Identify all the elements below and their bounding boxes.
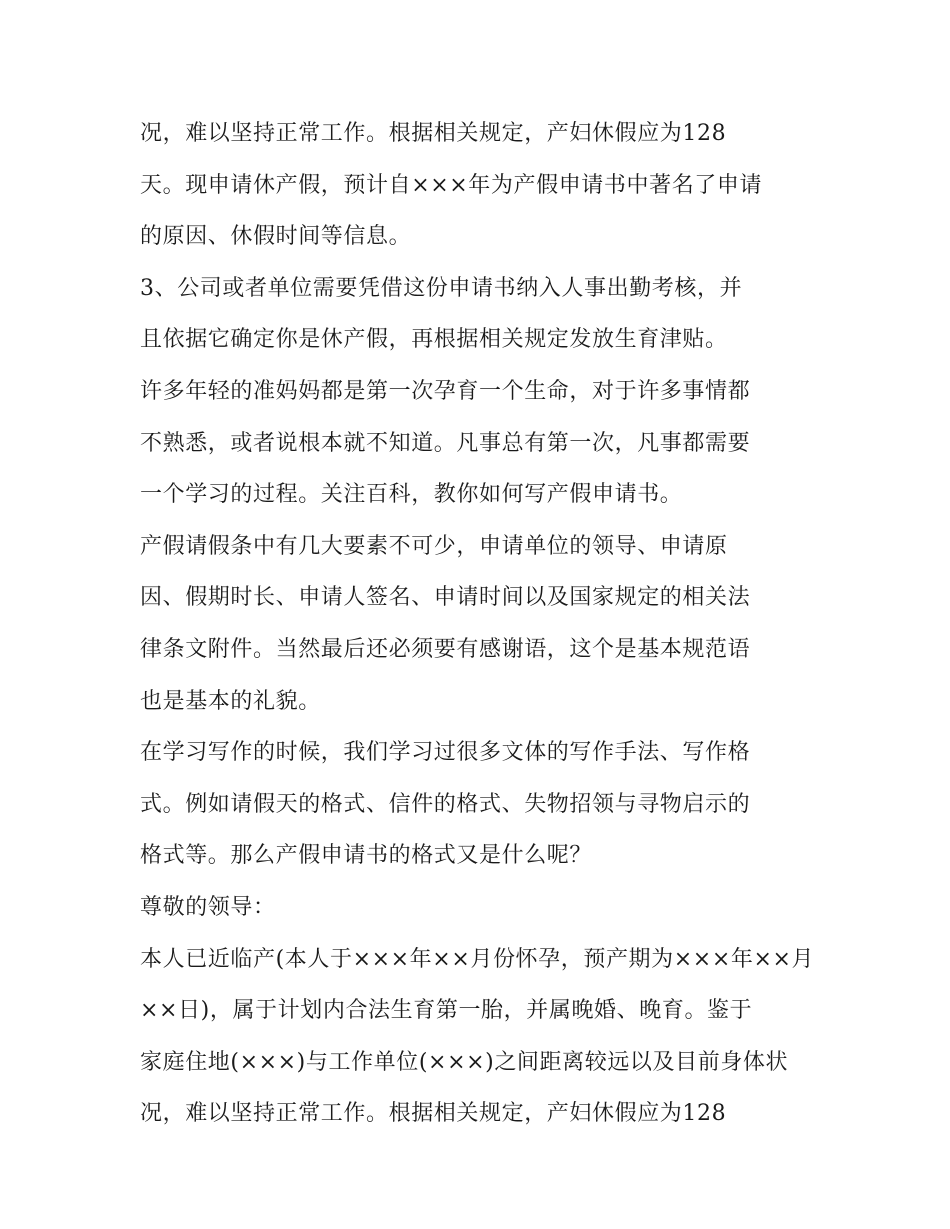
text-line: 况，难以坚持正常工作。根据相关规定，产妇休假应为128: [140, 1101, 727, 1127]
salutation: 尊敬的领导：: [140, 894, 276, 920]
text-line: 不熟悉，或者说根本就不知道。凡事总有第一次，凡事都需要: [140, 430, 751, 456]
text-line: 因、假期时长、申请人签名、申请时间以及国家规定的相关法: [140, 585, 751, 611]
text-line: 家庭住地(×××)与工作单位(×××)之间距离较远以及目前身体状: [140, 1049, 789, 1075]
text-line: 的原因、休假时间等信息。: [140, 224, 412, 250]
text-line: 在学习写作的时候，我们学习过很多文体的写作手法、写作格: [140, 740, 751, 766]
text-line: 况，难以坚持正常工作。根据相关规定，产妇休假应为128: [140, 121, 727, 146]
text-line: 许多年轻的准妈妈都是第一次孕育一个生命，对于许多事情都: [140, 378, 751, 404]
text-line: 本人已近临产(本人于×××年××月份怀孕，预产期为×××年××月: [140, 946, 815, 972]
text-line: ××日)，属于计划内合法生育第一胎，并属晚婚、晚育。鉴于: [140, 998, 753, 1024]
text-line: 且依据它确定你是休产假，再根据相关规定发放生育津贴。: [140, 327, 728, 353]
text-line: 律条文附件。当然最后还必须要有感谢语，这个是基本规范语: [140, 636, 751, 662]
text-line: 格式等。那么产假申请书的格式又是什么呢？: [140, 843, 593, 869]
text-line: 天。现申请休产假，预计自×××年为产假申请书中著名了申请: [140, 172, 763, 198]
text-line: 也是基本的礼貌。: [140, 688, 321, 714]
text-line: 产假请假条中有几大要素不可少，申请单位的领导、申请原: [140, 533, 728, 559]
document-body: [140, 108, 820, 1140]
text-line: 一个学习的过程。关注百科，教你如何写产假申请书。: [140, 482, 683, 508]
text-line: 3、公司或者单位需要凭借这份申请书纳入人事出勤考核，并: [140, 275, 743, 301]
text-line: 式。例如请假天的格式、信件的格式、失物招领与寻物启示的: [140, 791, 751, 817]
